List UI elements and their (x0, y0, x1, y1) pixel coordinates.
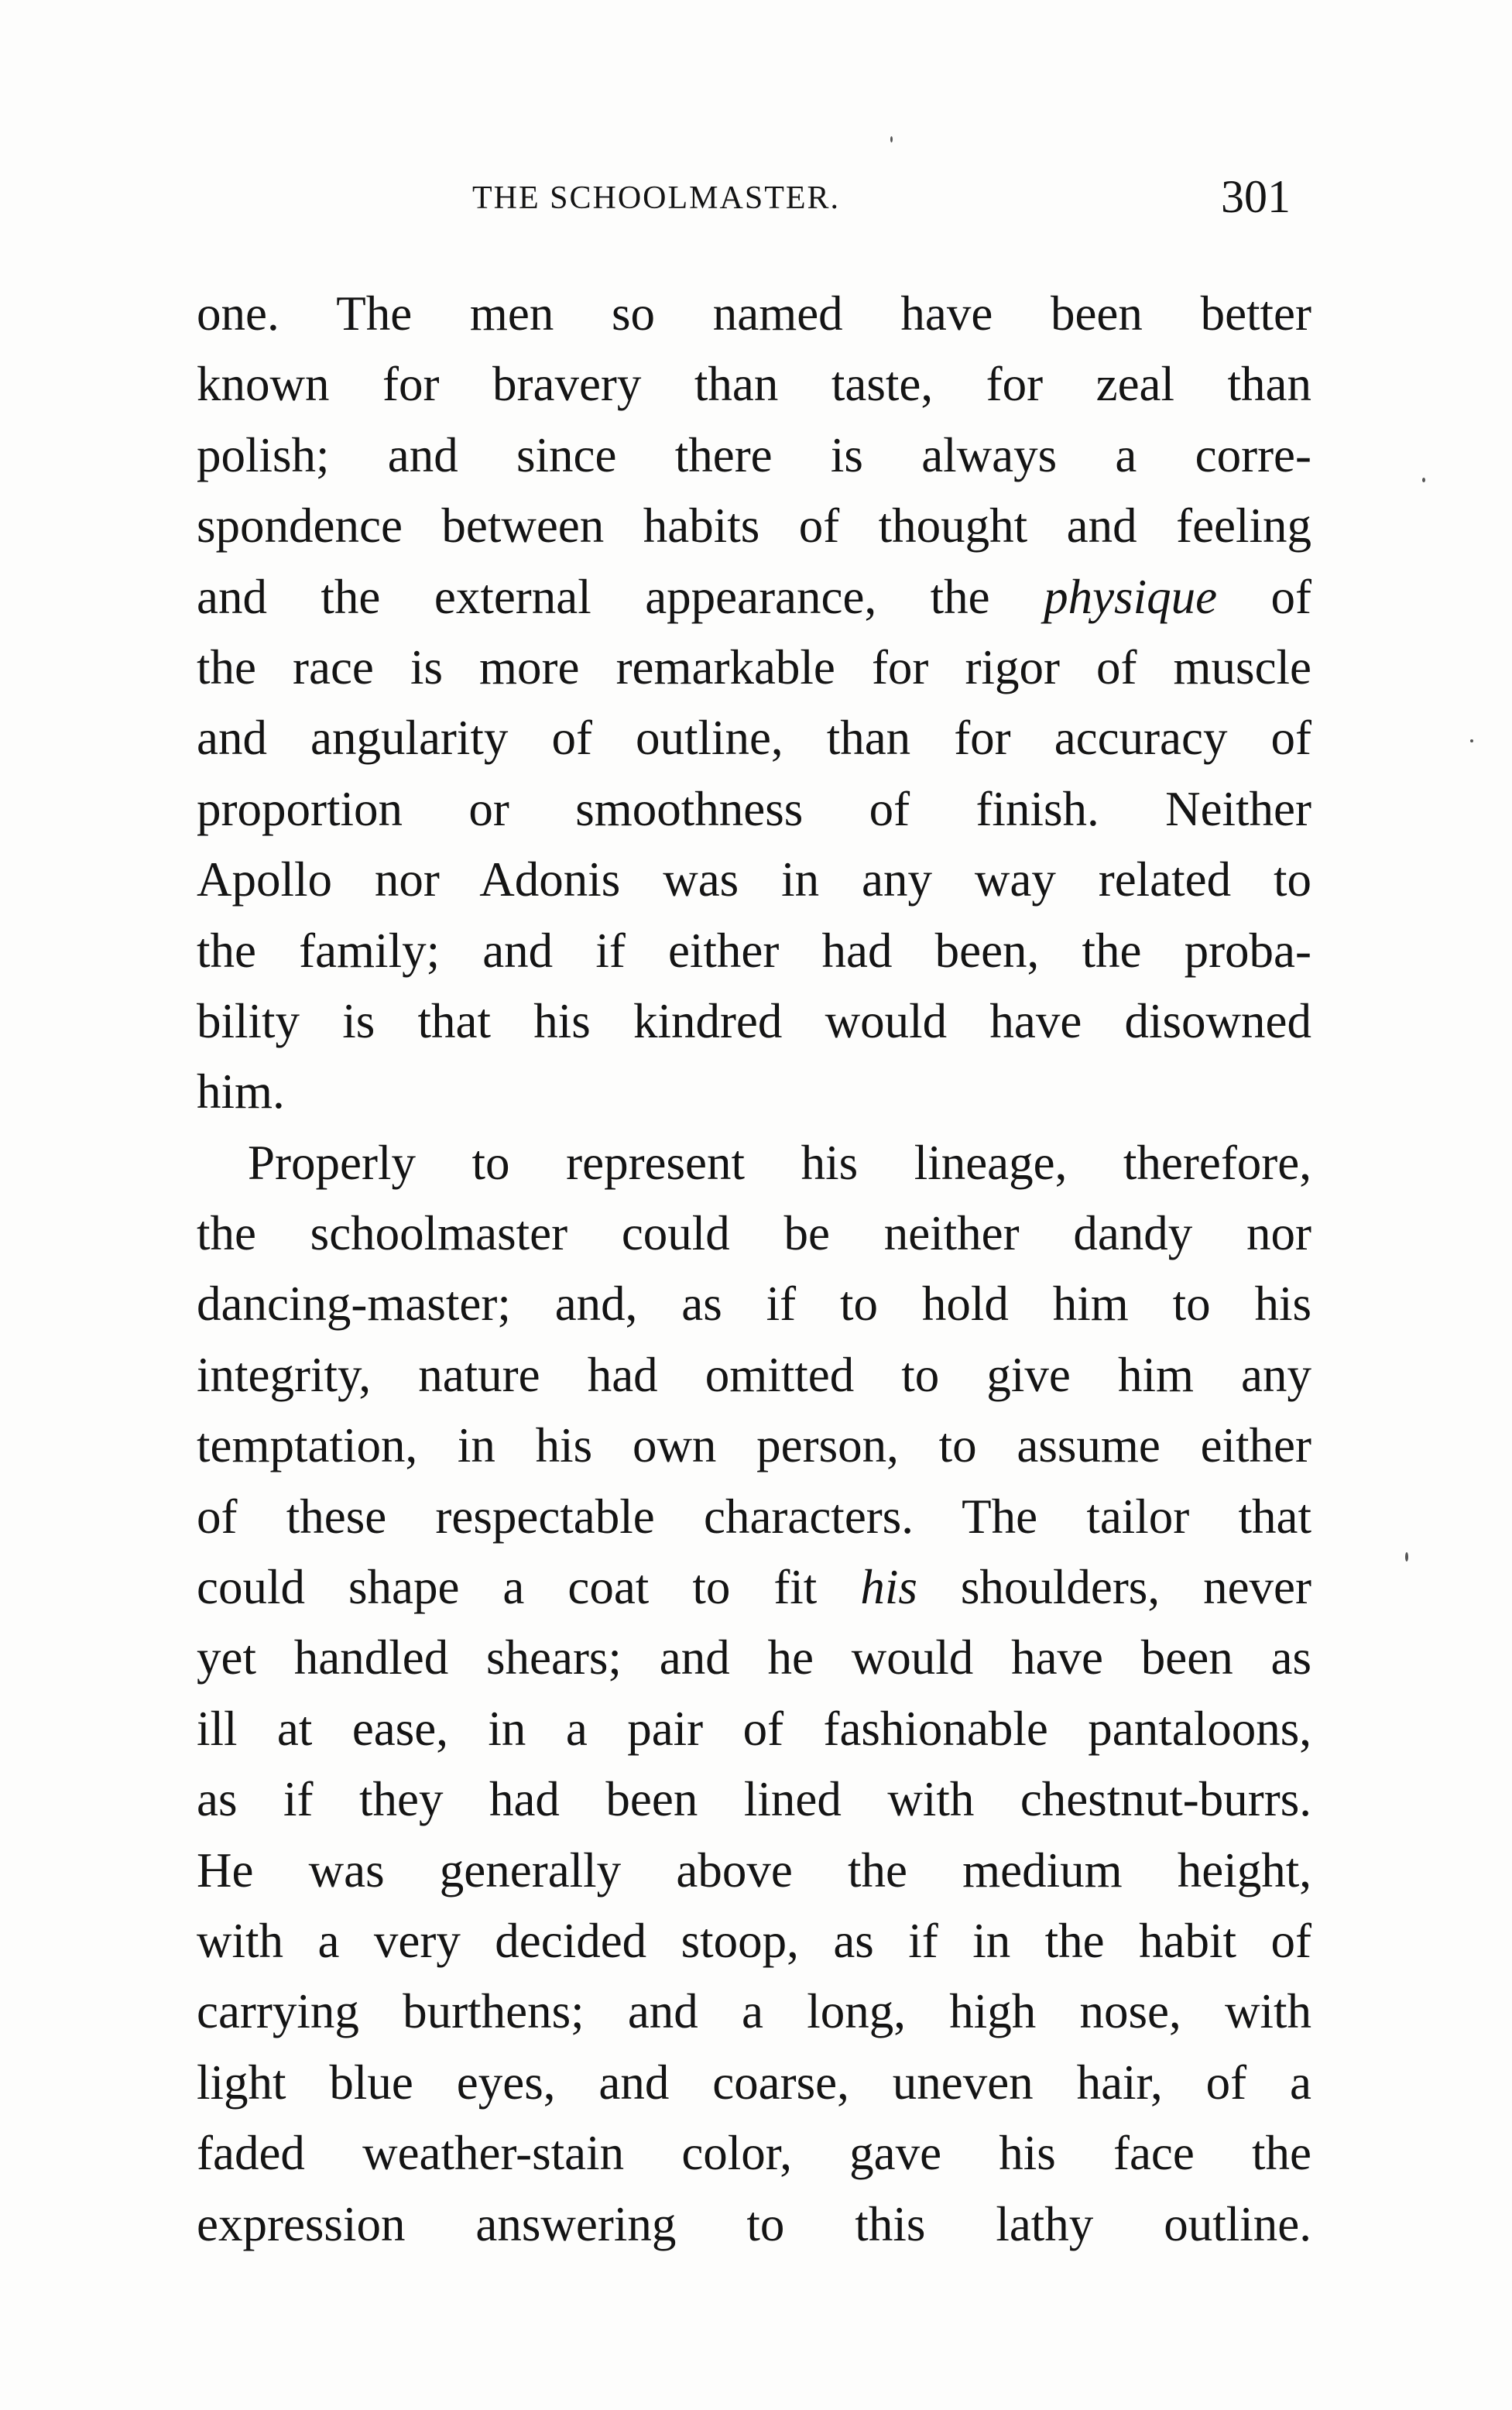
running-head: THE SCHOOLMASTER. (472, 180, 841, 216)
scan-speck (1405, 1552, 1408, 1562)
text-line: yet handled shears; and he would have been as (197, 1630, 1311, 1685)
text-line: temptation, in his own person, to assume either (197, 1418, 1311, 1473)
body-text (197, 279, 1311, 2260)
text-line: carrying burthens; and a long, high nose, with (197, 1984, 1311, 2039)
text-line: light blue eyes, and coarse, uneven hair, of a (197, 2055, 1311, 2110)
text-line: faded weather-stain color, gave his face the (197, 2126, 1311, 2181)
text-line: of these respectable characters. The tailor that (197, 1489, 1311, 1544)
text-line: proportion or smoothness of finish. Neither (197, 781, 1311, 836)
scan-speck (890, 136, 893, 142)
text-line: the race is more remarkable for rigor of muscle (197, 639, 1311, 694)
text-line: ill at ease, in a pair of fashionable pantaloons, (197, 1701, 1311, 1756)
text-segment: shoulders, never (917, 1560, 1311, 1615)
text-line: as if they had been lined with chestnut-burrs. (197, 1772, 1311, 1827)
text-line: polish; and since there is always a corre- (197, 427, 1311, 482)
text-line: him. (197, 1064, 285, 1119)
scan-speck (1470, 739, 1473, 742)
page-number: 301 (1221, 171, 1291, 222)
text-line: and angularity of outline, than for accuracy of (197, 711, 1311, 766)
text-line: with a very decided stoop, as if in the habit of (197, 1913, 1311, 1968)
text-line: known for bravery than taste, for zeal than (197, 357, 1311, 412)
italic-word: physique (1044, 569, 1218, 624)
text-line: the schoolmaster could be neither dandy nor (197, 1206, 1311, 1261)
text-line: one. The men so named have been better (197, 286, 1311, 341)
text-line: Properly to represent his lineage, therefore, (248, 1135, 1311, 1190)
text-line: spondence between habits of thought and feeling (197, 499, 1311, 554)
text-segment: could shape a coat to fit (197, 1560, 861, 1615)
text-segment: of (1217, 569, 1311, 624)
text-line (197, 1552, 1311, 1623)
text-line: dancing-master; and, as if to hold him to his (197, 1277, 1311, 1332)
scan-speck (1422, 478, 1425, 482)
text-line: Apollo nor Adonis was in any way related to (197, 852, 1311, 907)
text-line: the family; and if either had been, the proba- (197, 923, 1311, 978)
text-segment: and the external appearance, the (197, 569, 1044, 624)
text-line: integrity, nature had omitted to give him any (197, 1347, 1311, 1402)
italic-word: his (860, 1560, 917, 1615)
text-line: expression answering to this lathy outline. (197, 2196, 1311, 2251)
paragraph-1 (197, 279, 1311, 1128)
text-line: He was generally above the medium height, (197, 1843, 1311, 1897)
text-line (197, 562, 1311, 632)
paragraph-2 (197, 1128, 1311, 2260)
text-line: bility is that his kindred would have disowned (197, 993, 1311, 1048)
